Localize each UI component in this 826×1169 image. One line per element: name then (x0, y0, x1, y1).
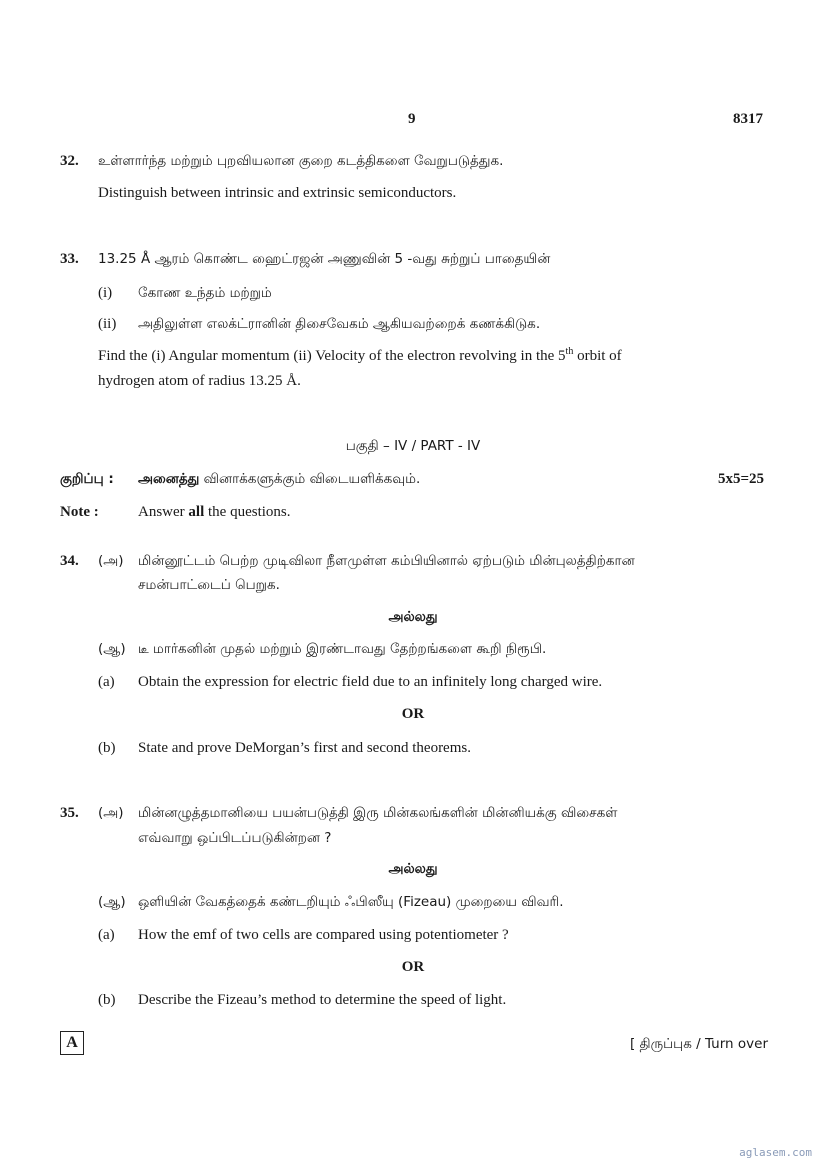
series-box: A (60, 1031, 84, 1055)
part-title (0, 438, 826, 456)
q35-a-tamil-line1: மின்னழுத்தமானியை பயன்படுத்தி இரு மின்கலங்களின் மின்னியக்கு விசைகள் (138, 805, 618, 821)
q34-or-english: OR (401, 706, 425, 722)
q33-sub-ii-label: (ii) (98, 316, 117, 332)
turn-over (630, 1036, 768, 1054)
note-post: the questions. (204, 504, 291, 520)
q33-sub-i-text: கோண உந்தம் மற்றும் (138, 285, 272, 301)
q34-a-english: Obtain the expression for electric field due to an infinitely long charged wire. (138, 674, 603, 690)
part-title-text: பகுதி – IV / PART - IV (345, 438, 481, 454)
q32-tamil: உள்ளார்ந்த மற்றும் புறவியலான குறை கடத்திகளை வேறுபடுத்துக. (98, 153, 504, 169)
instruction-tamil-bold: அனைத்து (138, 471, 200, 487)
question-number-35: 35. (60, 805, 79, 821)
q34-b-label-tamil: (ஆ) (98, 641, 126, 657)
q35-or-english: OR (401, 959, 425, 975)
instruction-tamil-rest: வினாக்களுக்கும் விடையளிக்கவும். (203, 471, 421, 487)
q35-a-english: How the emf of two cells are compared using potentiometer ? (138, 927, 509, 943)
watermark: aglasem.com (739, 1146, 812, 1159)
q35-b-english: Describe the Fizeau’s method to determine the speed of light. (138, 992, 507, 1008)
q33-sub-ii-text: அதிலுள்ள எலக்ட்ரானின் திசைவேகம் ஆகியவற்றைக் கணக்கிடுக. (138, 316, 541, 332)
q35-or-tamil: அல்லது (388, 861, 438, 877)
q35-a-tamil-line2: எவ்வாறு ஒப்பிடப்படுகின்றன ? (138, 830, 332, 846)
paper-code: 8317 (733, 111, 763, 127)
q35-a-label-tamil: (அ) (98, 805, 124, 821)
question-number-33: 33. (60, 251, 79, 267)
q34-b-english: State and prove DeMorgan’s first and second theorems. (138, 740, 471, 756)
q34-a-label-tamil: (அ) (98, 553, 124, 569)
q35-b-label-english: (b) (98, 992, 116, 1008)
q35-a-label-english: (a) (98, 927, 115, 943)
question-number-32: 32. (60, 153, 79, 169)
q33-english-sup: th (565, 346, 574, 357)
q34-a-tamil-line1: மின்னூட்டம் பெற்ற முடிவிலா நீளமுள்ள கம்பியினால் ஏற்படும் மின்புலத்திற்கான (138, 553, 635, 569)
q35-b-label-tamil: (ஆ) (98, 894, 126, 910)
section-marks: 5x5=25 (718, 471, 765, 487)
q32-english: Distinguish between intrinsic and extrinsic semiconductors. (98, 185, 457, 201)
turn-over-text: [ திருப்புக / Turn over (629, 1036, 768, 1052)
q33-english-line2: hydrogen atom of radius 13.25 Å. (98, 373, 301, 389)
instruction-tamil-label: குறிப்பு : (60, 471, 114, 487)
q34-a-label-english: (a) (98, 674, 115, 690)
note-bold: all (188, 504, 205, 520)
q33-english-line1 (98, 348, 622, 365)
page-number: 9 (408, 111, 416, 127)
instruction-tamil (138, 471, 420, 489)
q34-b-tamil: டீ மார்கனின் முதல் மற்றும் இரண்டாவது தேற்றங்களை கூறி நிரூபி. (138, 641, 547, 657)
q33-english-pre: Find the (i) Angular momentum (ii) Velocity of the electron revolving in the 5 (98, 348, 566, 364)
q34-or-tamil: அல்லது (388, 609, 438, 625)
q33-english-post: orbit of (573, 348, 622, 364)
note-pre: Answer (138, 504, 189, 520)
q33-tamil-intro: 13.25 Å ஆரம் கொண்ட ஹைட்ரஜன் அணுவின் 5 -வது சுற்றுப் பாதையின் (98, 251, 551, 267)
q34-a-tamil-line2: சமன்பாட்டைப் பெறுக. (138, 577, 280, 593)
note-label: Note : (60, 504, 99, 520)
q34-b-label-english: (b) (98, 740, 116, 756)
q33-sub-i-label: (i) (98, 285, 113, 301)
note-text (138, 504, 291, 521)
question-number-34: 34. (60, 553, 79, 569)
q35-b-tamil: ஒளியின் வேகத்தைக் கண்டறியும் ஃபிஸீயு (Fizeau) முறையை விவரி. (138, 894, 564, 910)
